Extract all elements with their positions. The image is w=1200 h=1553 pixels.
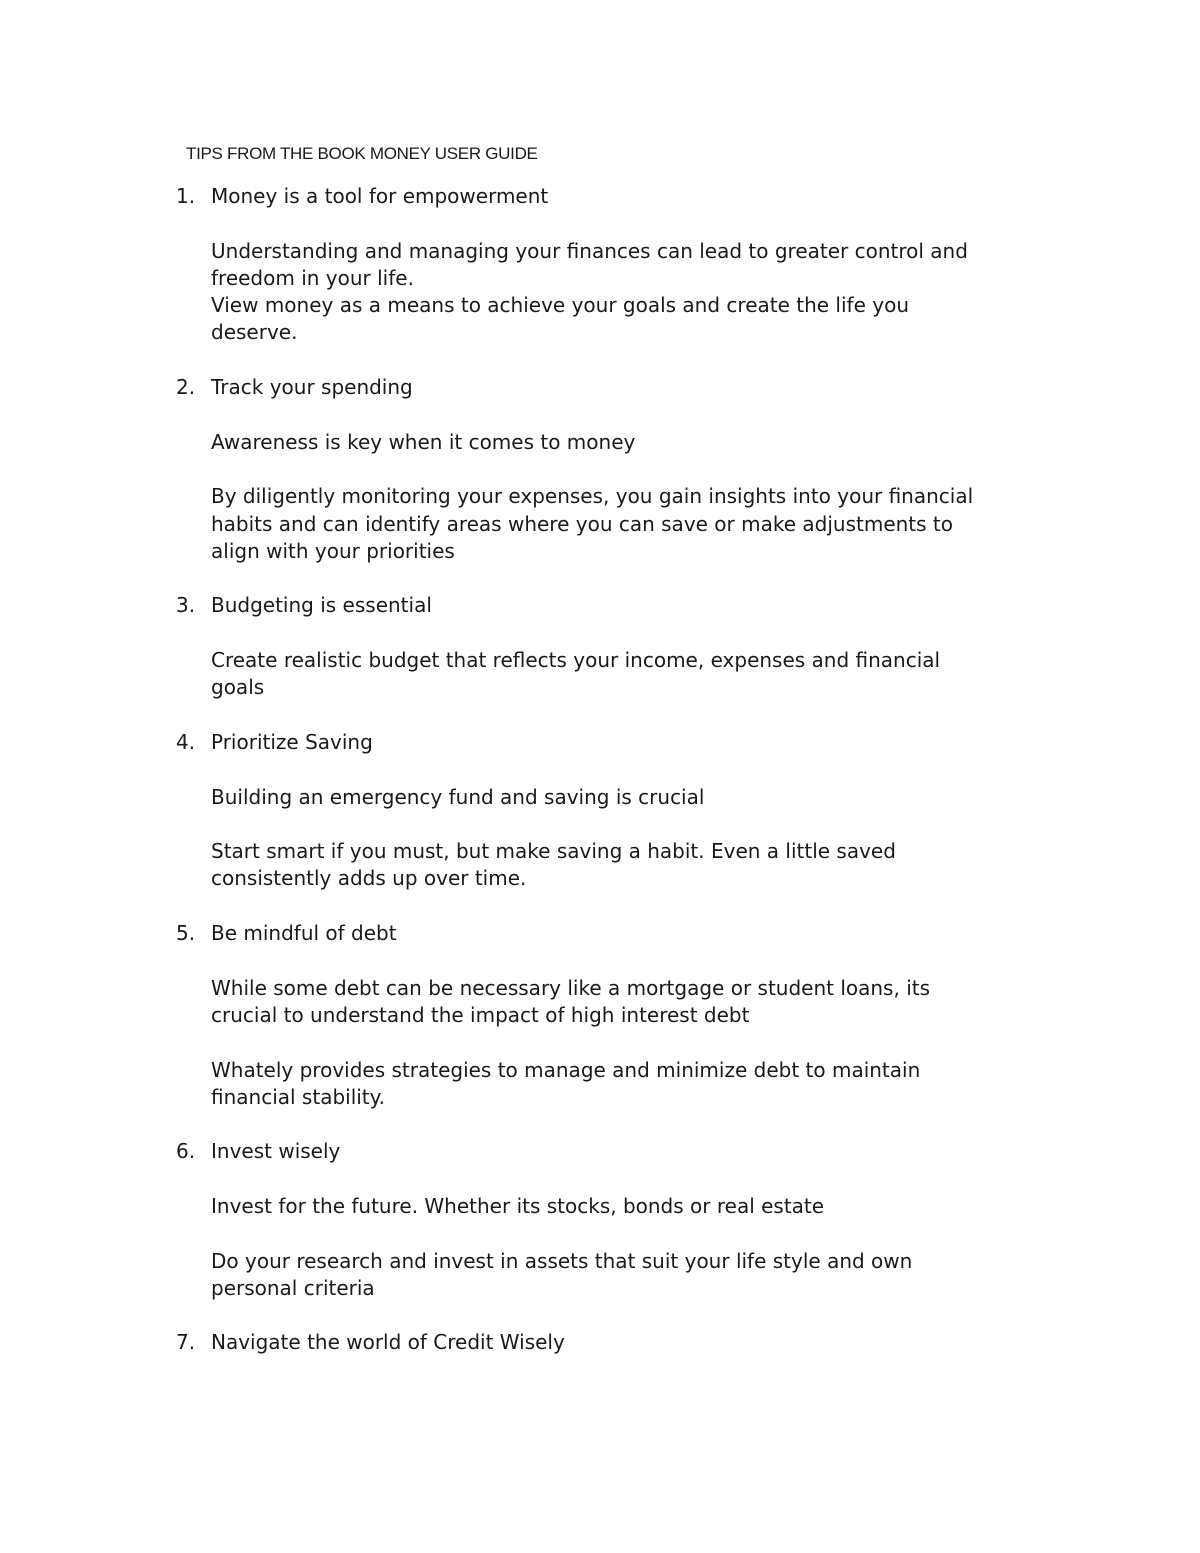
- tip-text-line: Building an emergency fund and saving is crucial: [211, 784, 705, 809]
- tip-number: 2.: [176, 375, 196, 400]
- tip-paragraph: [211, 784, 1041, 811]
- tip-text-line: Invest for the future. Whether its stocks, bonds or real estate: [211, 1193, 825, 1218]
- tip-heading: Track your spending: [211, 375, 413, 400]
- tip-heading: Prioritize Saving: [211, 729, 373, 754]
- tip-text-line: Awareness is key when it comes to money: [211, 429, 636, 454]
- tip-number: 7.: [176, 1330, 196, 1355]
- tip-number: 3.: [176, 593, 196, 618]
- tip-text-line: View money as a means to achieve your goals and create the life you: [211, 293, 909, 318]
- tip-heading: Invest wisely: [211, 1139, 341, 1164]
- tip-paragraph: [211, 1248, 1041, 1303]
- tip-heading: Money is a tool for empowerment: [211, 184, 549, 208]
- tip-item: [0, 1138, 1200, 1302]
- tip-text-line: Do your research and invest in assets that suit your life style and own: [211, 1248, 913, 1273]
- tip-text-line: goals: [211, 675, 265, 700]
- tip-text-line: align with your priorities: [211, 538, 455, 563]
- tip-text-line: Create realistic budget that reflects your income, expenses and financial: [211, 648, 941, 673]
- tips-list: [0, 183, 1200, 1384]
- tip-heading: Navigate the world of Credit Wisely: [211, 1330, 565, 1355]
- tip-paragraph: [211, 483, 1041, 565]
- tip-paragraph: [211, 238, 1041, 347]
- tip-paragraph: [211, 838, 1041, 893]
- tip-number: 4.: [176, 729, 196, 754]
- tip-item: [0, 592, 1200, 701]
- tip-number: 1.: [176, 184, 196, 208]
- tip-heading: Budgeting is essential: [211, 593, 432, 618]
- tip-text-line: freedom in your life.: [211, 265, 414, 290]
- tip-item: [0, 920, 1200, 1111]
- tip-item: [0, 183, 1200, 347]
- tip-item: [0, 729, 1200, 893]
- tip-text-line: consistently adds up over time.: [211, 866, 527, 891]
- tip-text-line: crucial to understand the impact of high interest debt: [211, 1002, 750, 1027]
- tip-number: 5.: [176, 921, 196, 946]
- tip-paragraph: [211, 647, 1041, 702]
- tip-heading: Be mindful of debt: [211, 921, 397, 946]
- tip-item: [0, 1329, 1200, 1356]
- tip-text-line: deserve.: [211, 320, 298, 345]
- tip-text-line: habits and can identify areas where you can save or make adjustments to: [211, 511, 954, 536]
- tip-text-line: personal criteria: [211, 1275, 375, 1300]
- tip-text-line: Start smart if you must, but make saving a habit. Even a little saved: [211, 839, 896, 864]
- tip-text-line: By diligently monitoring your expenses, you gain insights into your financial: [211, 484, 974, 509]
- document-title: TIPS FROM THE BOOK MONEY USER GUIDE: [186, 144, 538, 163]
- tip-text-line: Whately provides strategies to manage and minimize debt to maintain: [211, 1057, 921, 1082]
- tip-paragraph: [211, 1057, 1041, 1112]
- tip-text-line: While some debt can be necessary like a mortgage or student loans, its: [211, 975, 931, 1000]
- tip-number: 6.: [176, 1139, 196, 1164]
- tip-paragraph: [211, 429, 1041, 456]
- tip-text-line: Understanding and managing your finances can lead to greater control and: [211, 238, 968, 263]
- tip-paragraph: [211, 975, 1041, 1030]
- tip-text-line: financial stability.: [211, 1084, 385, 1109]
- tip-paragraph: [211, 1193, 1041, 1220]
- tip-item: [0, 374, 1200, 565]
